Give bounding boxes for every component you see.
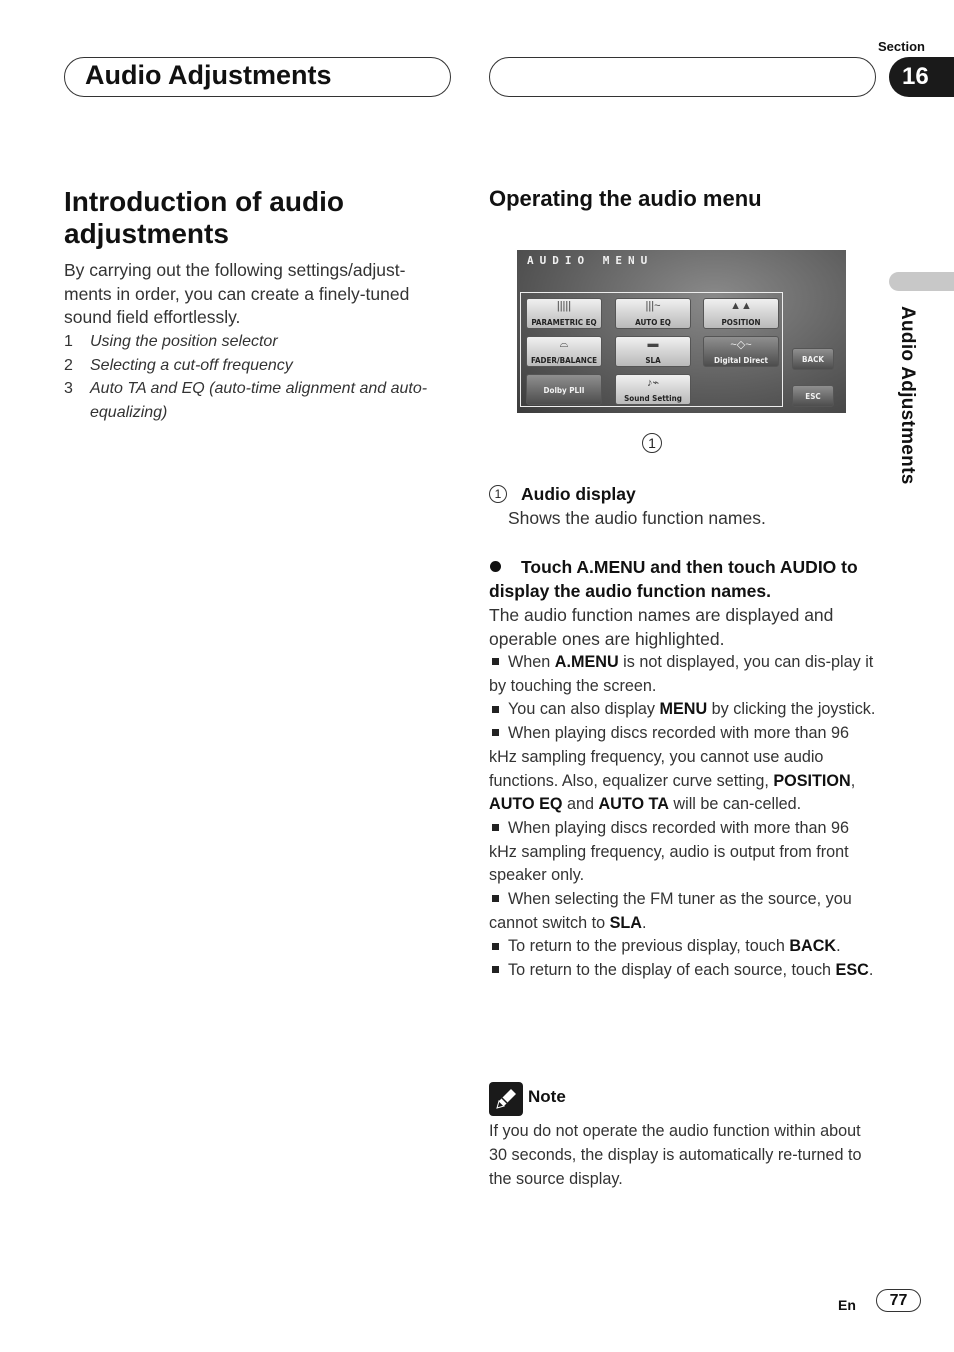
section-number-badge: 16 [889, 57, 954, 97]
side-tab-label: Audio Adjustments [897, 306, 918, 485]
audio-menu-heading: Operating the audio menu [489, 186, 762, 211]
note-text: . [641, 913, 647, 932]
note-text: When playing discs recorded with more than 96 kHz sampling frequency, audio is output from front speaker only. [489, 818, 850, 885]
button-label: ESC [805, 392, 821, 401]
waveform-icon: ~◇~ [730, 339, 752, 351]
header-title: Audio Adjustments [85, 60, 332, 90]
note-text: When selecting the FM tuner as the source, you cannot switch to [489, 890, 852, 932]
note-item [489, 935, 881, 959]
note-text: is not displayed, you can dis-play it by touching the screen. [489, 653, 874, 695]
square-bullet-icon [492, 943, 499, 950]
footer-language: En [838, 1297, 856, 1313]
item-title: Audio display [521, 484, 636, 504]
parametric-eq-button[interactable] [526, 298, 602, 329]
header-blank-box [489, 57, 876, 97]
section-label: Section [878, 39, 925, 54]
digital-direct-button[interactable] [703, 336, 779, 367]
position-button[interactable] [703, 298, 779, 329]
step-item [64, 330, 454, 354]
screen-title: AUDIO MENU [527, 254, 654, 267]
square-bullet-icon [492, 824, 499, 831]
square-bullet-icon [492, 729, 499, 736]
back-button[interactable] [792, 348, 834, 370]
step-number: 2 [64, 356, 73, 374]
note-text: , [850, 771, 856, 790]
sound-setting-button[interactable] [615, 374, 691, 405]
square-bullet-icon [492, 706, 499, 713]
square-bullet-icon [492, 658, 499, 665]
button-label: Digital Direct [714, 356, 768, 365]
instruction-body: The audio function names are displayed and operable ones are highlighted. [489, 605, 834, 649]
note-text: When [508, 653, 555, 671]
button-label: FADER/BALANCE [530, 356, 598, 365]
note-item [489, 817, 881, 888]
steps-list [64, 330, 454, 424]
instruction-text: Touch A.MENU and then touch AUDIO to display the audio function names. [489, 557, 858, 601]
sla-button[interactable] [615, 336, 691, 367]
note-bold: A.MENU [554, 653, 619, 671]
step-text: Auto TA and EQ (auto-time alignment and auto-equalizing) [90, 380, 428, 421]
equalizer-icon: ||||| [556, 300, 572, 312]
dolby-pl-button[interactable] [526, 374, 602, 405]
button-label: Dolby PLII [543, 386, 585, 395]
item-description: Shows the audio function names. [508, 508, 766, 528]
level-icon: ▬ [647, 338, 659, 350]
side-tab-bar [889, 272, 954, 291]
note-bold: MENU [659, 700, 708, 719]
note-text: by clicking the joystick. [707, 700, 876, 719]
pencil-note-icon [489, 1082, 523, 1116]
button-label: Sound Setting [624, 394, 682, 403]
header-title-box [64, 57, 451, 97]
esc-button[interactable] [792, 385, 834, 407]
intro-paragraph: By carrying out the following settings/adjust-ments in order, you can create a finely-tuned sound field effortlessly. [64, 260, 410, 327]
square-bullet-icon [492, 966, 499, 973]
button-label: SLA [645, 356, 661, 365]
fader-icon: ⌓ [559, 338, 569, 350]
audio-menu-screenshot [517, 250, 846, 413]
button-label: PARAMETRIC EQ [531, 318, 597, 327]
step-text: Using the position selector [90, 333, 278, 350]
note-bold: AUTO TA [598, 795, 669, 814]
note-text: and [562, 795, 599, 814]
note-text: To return to the display of each source, touch [508, 961, 836, 980]
note-text: will be can-celled. [668, 795, 802, 814]
auto-eq-icon: |||~ [645, 300, 661, 312]
square-bullet-icon [492, 895, 499, 902]
intro-heading: Introduction of audio adjustments [64, 186, 344, 249]
note-bold: ESC [835, 961, 869, 980]
button-label: BACK [802, 355, 824, 364]
step-item [64, 354, 454, 378]
note-item [489, 698, 881, 722]
page-number: 77 [876, 1289, 921, 1312]
item-number-circle: 1 [489, 485, 507, 503]
car-seat-icon: ▲▲ [730, 300, 752, 312]
note-label: Note [528, 1087, 566, 1106]
step-item [64, 377, 454, 424]
note-item [489, 959, 881, 983]
note-item [489, 888, 881, 935]
note-bold: POSITION [773, 771, 851, 790]
note-text: You can also display [508, 700, 660, 719]
sound-setting-icon: ♪⌁ [646, 377, 660, 389]
auto-eq-button[interactable] [615, 298, 691, 329]
note-text: . [836, 937, 841, 956]
note-text: To return to the previous display, touch [508, 937, 790, 956]
note-text: When playing discs recorded with more than 96 kHz sampling frequency, you cannot use audio functions. Also, equalizer curve setting, [489, 724, 850, 790]
note-bold: AUTO EQ [489, 795, 563, 814]
note-text: . [868, 961, 874, 980]
button-label: AUTO EQ [635, 318, 671, 327]
note-item [489, 722, 881, 817]
step-number: 1 [64, 333, 73, 350]
note-body: If you do not operate the audio function within about 30 seconds, the display is automatically re-turned to the source display. [489, 1122, 862, 1188]
note-item [489, 651, 881, 698]
note-bold: SLA [609, 913, 642, 932]
fader-balance-button[interactable] [526, 336, 602, 367]
notes-list [489, 651, 881, 983]
step-number: 3 [64, 380, 73, 397]
note-bold: BACK [789, 937, 837, 956]
step-text: Selecting a cut-off frequency [90, 356, 293, 374]
button-label: POSITION [721, 318, 761, 327]
callout-marker: 1 [642, 433, 662, 453]
